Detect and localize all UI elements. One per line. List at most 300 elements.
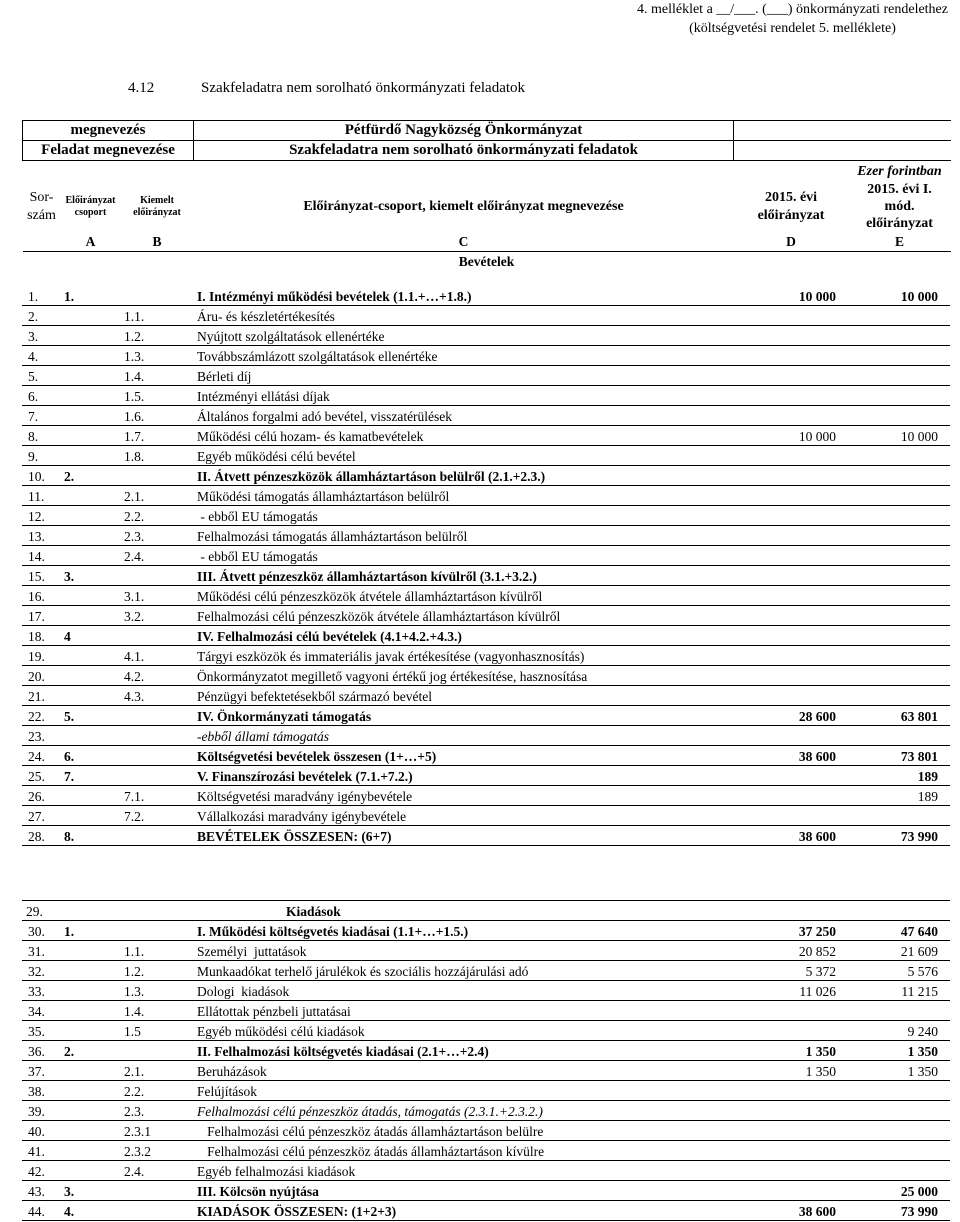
cell-c: II. Átvett pénzeszközök államháztartáson belülről (2.1.+2.3.) xyxy=(193,466,733,486)
title-text: Szakfeladatra nem sorolható önkormányzati feladatok xyxy=(201,80,526,96)
title-number: 4.12 xyxy=(128,80,155,96)
cell-d xyxy=(733,366,848,386)
cell-c: Ellátottak pénzbeli juttatásai xyxy=(193,1001,733,1021)
cell-n: 40. xyxy=(22,1121,60,1141)
cell-c: Felhalmozási célú pénzeszközök átvétele államháztartáson kívülről xyxy=(193,606,733,626)
cell-d xyxy=(733,566,848,586)
megnevezes-label: megnevezés xyxy=(23,121,194,141)
cell-d xyxy=(733,546,848,566)
cell-n: 19. xyxy=(22,646,60,666)
cell-d: 38 600 xyxy=(733,1201,848,1221)
feladat-label: Feladat megnevezése xyxy=(23,141,194,161)
cell-e: 73 990 xyxy=(848,826,950,846)
cell-d xyxy=(733,1141,848,1161)
cell-b xyxy=(120,1201,193,1221)
cell-c: Felújítások xyxy=(193,1081,733,1101)
cell-c: Beruházások xyxy=(193,1061,733,1081)
table-row xyxy=(22,326,950,346)
cell-a xyxy=(60,1101,120,1121)
cell-b: 2.3. xyxy=(120,526,193,546)
cell-d xyxy=(733,626,848,646)
cell-d xyxy=(733,486,848,506)
cell-n: 4. xyxy=(22,346,60,366)
cell-n: 42. xyxy=(22,1161,60,1181)
cell-e xyxy=(848,686,950,706)
cell-a xyxy=(60,1001,120,1021)
cell-c: I. Intézményi működési bevételek (1.1.+…+1.8.) xyxy=(193,286,733,306)
cell-e xyxy=(848,606,950,626)
cell-e xyxy=(848,1141,950,1161)
cell-e: 9 240 xyxy=(848,1021,950,1041)
kiadasok-row-number: 29. xyxy=(22,901,60,921)
cell-b: 1.5. xyxy=(120,386,193,406)
cell-e: 25 000 xyxy=(848,1181,950,1201)
table-row xyxy=(22,366,950,386)
sorszam-header: Sor- szám xyxy=(27,189,56,223)
cell-a xyxy=(60,586,120,606)
header-table xyxy=(22,120,951,271)
cell-n: 28. xyxy=(22,826,60,846)
table-row xyxy=(22,606,950,626)
cell-d xyxy=(733,666,848,686)
cell-c: KIADÁSOK ÖSSZESEN: (1+2+3) xyxy=(193,1201,733,1221)
cell-b: 4.3. xyxy=(120,686,193,706)
table-row xyxy=(22,1061,950,1081)
table-row xyxy=(22,486,950,506)
table-row xyxy=(22,981,950,1001)
table-row xyxy=(22,646,950,666)
table-row xyxy=(22,1101,950,1121)
cell-e xyxy=(848,806,950,826)
table-row xyxy=(22,666,950,686)
cell-e xyxy=(848,666,950,686)
income-table xyxy=(22,286,950,846)
cell-n: 11. xyxy=(22,486,60,506)
table-row xyxy=(22,1161,950,1181)
megnevezes-column-header: Előirányzat-csoport, kiemelt előirányzat megnevezése xyxy=(303,199,624,214)
cell-n: 39. xyxy=(22,1101,60,1121)
table-row xyxy=(22,766,950,786)
cell-c: Nyújtott szolgáltatások ellenértéke xyxy=(193,326,733,346)
cell-d xyxy=(733,1121,848,1141)
cell-n: 32. xyxy=(22,961,60,981)
cell-a xyxy=(60,786,120,806)
cell-b: 1.2. xyxy=(120,326,193,346)
cell-b: 4.2. xyxy=(120,666,193,686)
cell-c: Áru- és készletértékesítés xyxy=(193,306,733,326)
cell-b xyxy=(120,706,193,726)
cell-n: 25. xyxy=(22,766,60,786)
table-row xyxy=(22,686,950,706)
cell-b: 2.1. xyxy=(120,486,193,506)
cell-n: 20. xyxy=(22,666,60,686)
cell-b xyxy=(120,286,193,306)
table-row xyxy=(22,626,950,646)
cell-n: 1. xyxy=(22,286,60,306)
cell-e: 189 xyxy=(848,786,950,806)
letter-b: B xyxy=(152,234,162,249)
cell-a xyxy=(60,941,120,961)
cell-a xyxy=(60,1121,120,1141)
cell-b xyxy=(120,826,193,846)
cell-c: V. Finanszírozási bevételek (7.1.+7.2.) xyxy=(193,766,733,786)
cell-d: 38 600 xyxy=(733,746,848,766)
cell-d xyxy=(733,406,848,426)
cell-c: III. Kölcsön nyújtása xyxy=(193,1181,733,1201)
cell-a xyxy=(60,1081,120,1101)
cell-a xyxy=(60,981,120,1001)
cell-n: 12. xyxy=(22,506,60,526)
table-row xyxy=(22,706,950,726)
cell-n: 44. xyxy=(22,1201,60,1221)
cell-n: 27. xyxy=(22,806,60,826)
letter-e: E xyxy=(895,234,905,249)
cell-b: 3.2. xyxy=(120,606,193,626)
cell-e xyxy=(848,386,950,406)
cell-n: 37. xyxy=(22,1061,60,1081)
table-row xyxy=(22,586,950,606)
cell-a xyxy=(60,606,120,626)
cell-d xyxy=(733,1021,848,1041)
cell-e: 73 990 xyxy=(848,1201,950,1221)
cell-b xyxy=(120,626,193,646)
cell-d xyxy=(733,606,848,626)
cell-d xyxy=(733,1161,848,1181)
cell-b: 1.6. xyxy=(120,406,193,426)
table-row xyxy=(22,526,950,546)
bevetelek-section-title: Bevételek xyxy=(23,252,951,272)
table-row xyxy=(22,1021,950,1041)
cell-c: Egyéb működési célú kiadások xyxy=(193,1021,733,1041)
cell-n: 8. xyxy=(22,426,60,446)
cell-c: Továbbszámlázott szolgáltatások ellenértéke xyxy=(193,346,733,366)
cell-a xyxy=(60,446,120,466)
cell-a: 1. xyxy=(60,286,120,306)
cell-a xyxy=(60,961,120,981)
cell-n: 17. xyxy=(22,606,60,626)
cell-d: 5 372 xyxy=(733,961,848,981)
cell-d xyxy=(733,526,848,546)
cell-b: 2.2. xyxy=(120,1081,193,1101)
cell-c: IV. Önkormányzati támogatás xyxy=(193,706,733,726)
cell-a: 2. xyxy=(60,466,120,486)
cell-e xyxy=(848,486,950,506)
cell-n: 2. xyxy=(22,306,60,326)
cell-d xyxy=(733,686,848,706)
cell-c: IV. Felhalmozási célú bevételek (4.1+4.2.+4.3.) xyxy=(193,626,733,646)
cell-d xyxy=(733,786,848,806)
cell-c: Személyi juttatások xyxy=(193,941,733,961)
cell-a xyxy=(60,646,120,666)
cell-c: Költségvetési maradvány igénybevétele xyxy=(193,786,733,806)
cell-e xyxy=(848,506,950,526)
table-row xyxy=(22,1201,950,1221)
cell-c: Munkaadókat terhelő járulékok és szociális hozzájárulási adó xyxy=(193,961,733,981)
table-row xyxy=(22,726,950,746)
cell-c: Egyéb működési célú bevétel xyxy=(193,446,733,466)
cell-a xyxy=(60,666,120,686)
cell-e xyxy=(848,306,950,326)
table-row xyxy=(22,806,950,826)
cell-c: Felhalmozási célú pénzeszköz átadás államháztartáson belülre xyxy=(193,1121,733,1141)
cell-c: - ebből EU támogatás xyxy=(193,546,733,566)
cell-n: 23. xyxy=(22,726,60,746)
cell-d: 38 600 xyxy=(733,826,848,846)
cell-b: 2.4. xyxy=(120,1161,193,1181)
cell-e xyxy=(848,446,950,466)
csoport-header: Előirányzat csoport xyxy=(65,194,116,218)
megnevezes-value: Pétfürdő Nagyközség Önkormányzat xyxy=(194,121,734,141)
cell-b: 2.1. xyxy=(120,1061,193,1081)
cell-d: 10 000 xyxy=(733,286,848,306)
cell-b: 1.3. xyxy=(120,981,193,1001)
letter-d: D xyxy=(786,234,796,249)
cell-a xyxy=(60,546,120,566)
cell-b xyxy=(120,566,193,586)
cell-c: Felhalmozási célú pénzeszköz átadás, támogatás (2.3.1.+2.3.2.) xyxy=(193,1101,733,1121)
cell-e: 73 801 xyxy=(848,746,950,766)
cell-d: 1 350 xyxy=(733,1061,848,1081)
cell-b xyxy=(120,726,193,746)
cell-b xyxy=(120,466,193,486)
cell-b: 1.8. xyxy=(120,446,193,466)
table-row xyxy=(22,566,950,586)
cell-c: Felhalmozási támogatás államháztartáson belülről xyxy=(193,526,733,546)
cell-n: 35. xyxy=(22,1021,60,1041)
cell-d xyxy=(733,466,848,486)
cell-n: 9. xyxy=(22,446,60,466)
cell-c: III. Átvett pénzeszköz államháztartáson kívülről (3.1.+3.2.) xyxy=(193,566,733,586)
cell-a: 4 xyxy=(60,626,120,646)
cell-a: 3. xyxy=(60,566,120,586)
cell-c: BEVÉTELEK ÖSSZESEN: (6+7) xyxy=(193,826,733,846)
cell-e: 1 350 xyxy=(848,1041,950,1061)
cell-c: -ebből állami támogatás xyxy=(193,726,733,746)
cell-c: Egyéb felhalmozási kiadások xyxy=(193,1161,733,1181)
cell-e xyxy=(848,1161,950,1181)
cell-c: Működési célú hozam- és kamatbevételek xyxy=(193,426,733,446)
cell-b: 2.3.1 xyxy=(120,1121,193,1141)
cell-a xyxy=(60,726,120,746)
cell-b xyxy=(120,1181,193,1201)
cell-d xyxy=(733,646,848,666)
cell-a xyxy=(60,806,120,826)
feladat-value: Szakfeladatra nem sorolható önkormányzati feladatok xyxy=(194,141,734,161)
cell-c: I. Működési költségvetés kiadásai (1.1+…+1.5.) xyxy=(193,921,733,941)
cell-a: 7. xyxy=(60,766,120,786)
cell-b xyxy=(120,921,193,941)
cell-e xyxy=(848,346,950,366)
cell-d xyxy=(733,346,848,366)
cell-e: 10 000 xyxy=(848,426,950,446)
cell-a xyxy=(60,1061,120,1081)
cell-b: 4.1. xyxy=(120,646,193,666)
cell-c: Általános forgalmi adó bevétel, visszatérülések xyxy=(193,406,733,426)
cell-d xyxy=(733,1101,848,1121)
cell-e xyxy=(848,366,950,386)
cell-a: 1. xyxy=(60,921,120,941)
cell-a: 5. xyxy=(60,706,120,726)
cell-a xyxy=(60,426,120,446)
cell-n: 22. xyxy=(22,706,60,726)
col-e-header: 2015. évi I. mód. előirányzat xyxy=(866,182,933,231)
cell-n: 18. xyxy=(22,626,60,646)
cell-d xyxy=(733,326,848,346)
cell-a xyxy=(60,306,120,326)
table-row xyxy=(22,466,950,486)
cell-b xyxy=(120,746,193,766)
table-row xyxy=(22,306,950,326)
table-row xyxy=(22,1041,950,1061)
table-row xyxy=(22,1141,950,1161)
cell-b: 1.7. xyxy=(120,426,193,446)
cell-d: 20 852 xyxy=(733,941,848,961)
cell-c: Vállalkozási maradvány igénybevétele xyxy=(193,806,733,826)
cell-c: - ebből EU támogatás xyxy=(193,506,733,526)
cell-e xyxy=(848,406,950,426)
cell-n: 33. xyxy=(22,981,60,1001)
cell-d xyxy=(733,446,848,466)
cell-d xyxy=(733,1181,848,1201)
table-row xyxy=(22,426,950,446)
cell-c: Dologi kiadások xyxy=(193,981,733,1001)
cell-c: Működési célú pénzeszközök átvétele államháztartáson kívülről xyxy=(193,586,733,606)
cell-b: 1.3. xyxy=(120,346,193,366)
cell-d: 1 350 xyxy=(733,1041,848,1061)
cell-e xyxy=(848,1101,950,1121)
cell-a: 8. xyxy=(60,826,120,846)
cell-n: 41. xyxy=(22,1141,60,1161)
cell-n: 5. xyxy=(22,366,60,386)
cell-e: 47 640 xyxy=(848,921,950,941)
cell-a xyxy=(60,686,120,706)
table-row xyxy=(22,386,950,406)
cell-d: 37 250 xyxy=(733,921,848,941)
table-row xyxy=(22,941,950,961)
kiadasok-section-title: Kiadások xyxy=(60,901,950,921)
cell-d xyxy=(733,806,848,826)
cell-c: Bérleti díj xyxy=(193,366,733,386)
table-row xyxy=(22,1081,950,1101)
letter-c: C xyxy=(458,234,469,249)
cell-n: 13. xyxy=(22,526,60,546)
document-header xyxy=(637,0,948,38)
cell-e xyxy=(848,626,950,646)
header-line-1: 4. melléklet a __/___. (___) önkormányzati rendelethez xyxy=(636,2,948,17)
cell-e xyxy=(848,526,950,546)
cell-a xyxy=(60,366,120,386)
cell-a: 4. xyxy=(60,1201,120,1221)
cell-a xyxy=(60,1021,120,1041)
cell-d xyxy=(733,766,848,786)
cell-a xyxy=(60,386,120,406)
cell-d xyxy=(733,1001,848,1021)
cell-n: 10. xyxy=(22,466,60,486)
cell-n: 38. xyxy=(22,1081,60,1101)
cell-d: 11 026 xyxy=(733,981,848,1001)
cell-b: 1.2. xyxy=(120,961,193,981)
table-row xyxy=(22,1001,950,1021)
table-row xyxy=(22,1121,950,1141)
cell-n: 16. xyxy=(22,586,60,606)
cell-e: 5 576 xyxy=(848,961,950,981)
cell-b: 2.2. xyxy=(120,506,193,526)
table-row xyxy=(22,286,950,306)
cell-b: 7.2. xyxy=(120,806,193,826)
cell-e xyxy=(848,566,950,586)
cell-n: 14. xyxy=(22,546,60,566)
table-row xyxy=(22,346,950,366)
table-row xyxy=(22,446,950,466)
cell-a: 6. xyxy=(60,746,120,766)
cell-e xyxy=(848,1081,950,1101)
cell-n: 7. xyxy=(22,406,60,426)
cell-c: Pénzügyi befektetésekből származó bevétel xyxy=(193,686,733,706)
cell-n: 26. xyxy=(22,786,60,806)
cell-d: 10 000 xyxy=(733,426,848,446)
cell-a: 3. xyxy=(60,1181,120,1201)
cell-b: 7.1. xyxy=(120,786,193,806)
col-d-header: 2015. évi előirányzat xyxy=(757,189,825,223)
table-row xyxy=(22,961,950,981)
cell-a xyxy=(60,326,120,346)
cell-e xyxy=(848,586,950,606)
cell-c: Működési támogatás államháztartáson belülről xyxy=(193,486,733,506)
cell-a xyxy=(60,346,120,366)
letter-a: A xyxy=(85,234,96,249)
cell-n: 36. xyxy=(22,1041,60,1061)
cell-b: 2.3.2 xyxy=(120,1141,193,1161)
cell-a xyxy=(60,1141,120,1161)
table-row xyxy=(22,1181,950,1201)
cell-n: 6. xyxy=(22,386,60,406)
cell-n: 34. xyxy=(22,1001,60,1021)
cell-e xyxy=(848,646,950,666)
cell-e xyxy=(848,466,950,486)
cell-e: 10 000 xyxy=(848,286,950,306)
cell-e xyxy=(848,1001,950,1021)
cell-c: Önkormányzatot megillető vagyoni értékű jog értékesítése, hasznosítása xyxy=(193,666,733,686)
cell-b: 3.1. xyxy=(120,586,193,606)
expense-table xyxy=(22,900,950,1221)
cell-e xyxy=(848,546,950,566)
cell-a: 2. xyxy=(60,1041,120,1061)
cell-e: 189 xyxy=(848,766,950,786)
cell-n: 15. xyxy=(22,566,60,586)
table-row xyxy=(22,826,950,846)
cell-e xyxy=(848,1121,950,1141)
cell-e: 11 215 xyxy=(848,981,950,1001)
cell-e xyxy=(848,726,950,746)
cell-n: 3. xyxy=(22,326,60,346)
cell-e: 21 609 xyxy=(848,941,950,961)
cell-a xyxy=(60,406,120,426)
cell-d xyxy=(733,306,848,326)
cell-b: 2.4. xyxy=(120,546,193,566)
cell-c: Költségvetési bevételek összesen (1+…+5) xyxy=(193,746,733,766)
table-row xyxy=(22,506,950,526)
cell-e xyxy=(848,326,950,346)
cell-c: Intézményi ellátási díjak xyxy=(193,386,733,406)
cell-a xyxy=(60,1161,120,1181)
kiemelt-header: Kiemelt előirányzat xyxy=(133,194,181,218)
cell-e: 63 801 xyxy=(848,706,950,726)
cell-c: II. Felhalmozási költségvetés kiadásai (2.1+…+2.4) xyxy=(193,1041,733,1061)
cell-a xyxy=(60,526,120,546)
cell-b: 1.1. xyxy=(120,941,193,961)
cell-b: 1.4. xyxy=(120,366,193,386)
cell-b: 1.1. xyxy=(120,306,193,326)
